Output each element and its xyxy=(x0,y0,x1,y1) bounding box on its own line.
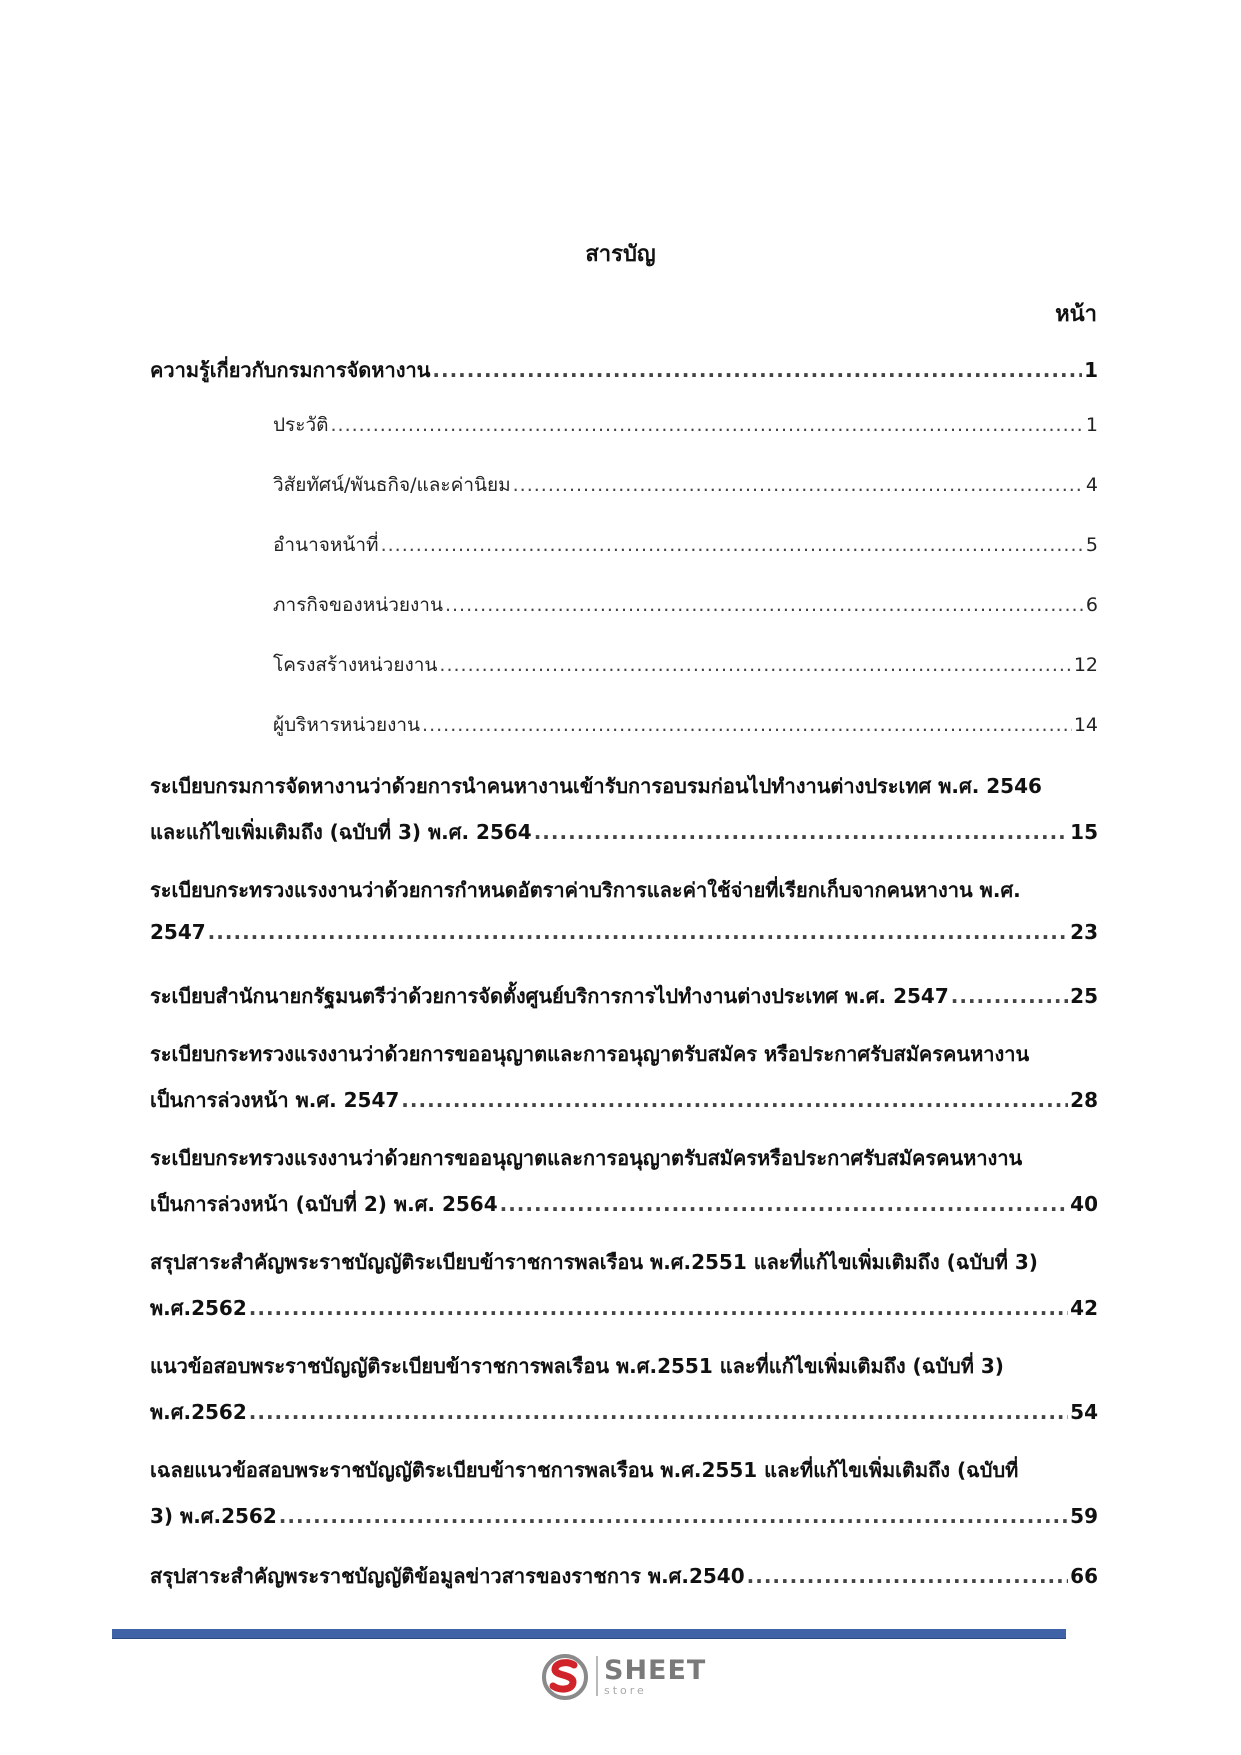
footer-bar xyxy=(112,1629,1066,1639)
logo-subtitle: store xyxy=(604,1683,647,1697)
toc-entry-line1[interactable]: แนวข้อสอบพระราชบัญญัติระเบียบข้าราชการพลเรือน พ.ศ.2551 และที่แก้ไขเพิ่มเติมถึง (ฉบับที่ 3) xyxy=(150,1354,1004,1378)
toc-subentry-page: 1 xyxy=(1085,414,1098,436)
page-column-heading: หน้า xyxy=(1055,302,1097,327)
toc-entry-line2[interactable] xyxy=(150,1396,1098,1428)
dot-leader xyxy=(500,1192,1069,1216)
toc-subentry-label: ภารกิจของหน่วยงาน xyxy=(273,594,443,616)
toc-entry[interactable] xyxy=(150,980,1098,1012)
toc-entry-page: 59 xyxy=(1070,1504,1098,1528)
dot-leader xyxy=(951,984,1068,1008)
toc-subentry-page: 6 xyxy=(1085,594,1098,616)
toc-subentry-page: 4 xyxy=(1085,474,1098,496)
logo-text xyxy=(604,1654,707,1697)
toc-entry-label: พ.ศ.2562 xyxy=(150,1296,247,1320)
toc-entry-label: สรุปสาระสำคัญพระราชบัญญัติข้อมูลข่าวสารของราชการ พ.ศ.2540 xyxy=(150,1564,745,1588)
toc-title: สารบัญ xyxy=(585,242,656,267)
toc-entry-label: เป็นการล่วงหน้า (ฉบับที่ 2) พ.ศ. 2564 xyxy=(150,1192,498,1216)
toc-entry-line1[interactable]: เฉลยแนวข้อสอบพระราชบัญญัติระเบียบข้าราชการพลเรือน พ.ศ.2551 และที่แก้ไขเพิ่มเติมถึง (ฉบับที่ xyxy=(150,1458,1019,1482)
toc-entry-line1[interactable]: ระเบียบกระทรวงแรงงานว่าด้วยการขออนุญาตและการอนุญาตรับสมัคร หรือประกาศรับสมัครคนหางาน xyxy=(150,1042,1030,1066)
dot-leader xyxy=(330,414,1083,436)
toc-entry-page: 25 xyxy=(1070,984,1098,1008)
dot-leader xyxy=(439,654,1071,676)
dot-leader xyxy=(445,594,1084,616)
toc-entry-knowledge[interactable] xyxy=(150,354,1098,386)
toc-entry-label: 3) พ.ศ.2562 xyxy=(150,1504,277,1528)
toc-entry-label: 2547 xyxy=(150,920,206,944)
toc-entry-line2[interactable] xyxy=(150,1084,1098,1116)
toc-subentry[interactable] xyxy=(273,590,1098,620)
dot-leader xyxy=(381,534,1084,556)
dot-leader xyxy=(208,920,1068,944)
logo-s-icon xyxy=(540,1652,590,1700)
toc-entry-line2[interactable] xyxy=(150,1292,1098,1324)
toc-entry-line2[interactable] xyxy=(150,1188,1098,1220)
toc-entry-line2[interactable] xyxy=(150,816,1098,848)
toc-subentry-page: 14 xyxy=(1073,714,1098,736)
dot-leader xyxy=(279,1504,1068,1528)
dot-leader xyxy=(422,714,1072,736)
toc-entry-label: เป็นการล่วงหน้า พ.ศ. 2547 xyxy=(150,1088,400,1112)
toc-subentry[interactable] xyxy=(273,470,1098,500)
toc-subentry[interactable] xyxy=(273,710,1098,740)
dot-leader xyxy=(513,474,1084,496)
dot-leader xyxy=(401,1088,1068,1112)
toc-subentry-label: ผู้บริหารหน่วยงาน xyxy=(273,714,421,736)
toc-subentry[interactable] xyxy=(273,530,1098,560)
toc-entry-page: 40 xyxy=(1070,1192,1098,1216)
toc-subentry[interactable] xyxy=(273,410,1098,440)
toc-subentry-page: 5 xyxy=(1085,534,1098,556)
toc-entry-page: 28 xyxy=(1070,1088,1098,1112)
toc-entry-label: ระเบียบสำนักนายกรัฐมนตรีว่าด้วยการจัดตั้งศูนย์บริการการไปทำงานต่างประเทศ พ.ศ. 2547 xyxy=(150,984,949,1008)
toc-subentry-label: อำนาจหน้าที่ xyxy=(273,534,379,556)
toc-entry-page: 54 xyxy=(1070,1400,1098,1424)
toc-entry-line1[interactable]: ระเบียบกระทรวงแรงงานว่าด้วยการกำหนดอัตราค่าบริการและค่าใช้จ่ายที่เรียกเก็บจากคนหางาน พ.ศ. xyxy=(150,878,1021,902)
toc-subentry-label: วิสัยทัศน์/พันธกิจ/และค่านิยม xyxy=(273,474,511,496)
toc-entry-label: พ.ศ.2562 xyxy=(150,1400,247,1424)
toc-entry-page: 15 xyxy=(1070,820,1098,844)
toc-subentry-page: 12 xyxy=(1073,654,1098,676)
dot-leader xyxy=(534,820,1068,844)
toc-entry-line1[interactable]: ระเบียบกรมการจัดหางานว่าด้วยการนำคนหางานเข้ารับการอบรมก่อนไปทำงานต่างประเทศ พ.ศ. 2546 xyxy=(150,774,1042,798)
toc-entry-label: และแก้ไขเพิ่มเติมถึง (ฉบับที่ 3) พ.ศ. 2564 xyxy=(150,820,532,844)
sheet-store-logo xyxy=(540,1652,706,1700)
toc-entry[interactable] xyxy=(150,1560,1098,1592)
toc-subentry-label: โครงสร้างหน่วยงาน xyxy=(273,654,438,676)
dot-leader xyxy=(249,1400,1068,1424)
toc-entry-line1[interactable]: ระเบียบกระทรวงแรงงานว่าด้วยการขออนุญาตและการอนุญาตรับสมัครหรือประกาศรับสมัครคนหางาน xyxy=(150,1146,1023,1170)
toc-entry-line1[interactable]: สรุปสาระสำคัญพระราชบัญญัติระเบียบข้าราชการพลเรือน พ.ศ.2551 และที่แก้ไขเพิ่มเติมถึง (ฉบับที่ 3) xyxy=(150,1250,1038,1274)
toc-entry-page: 23 xyxy=(1070,920,1098,944)
toc-entry-label: ความรู้เกี่ยวกับกรมการจัดหางาน xyxy=(150,358,431,382)
toc-subentry[interactable] xyxy=(273,650,1098,680)
toc-entry-page: 42 xyxy=(1070,1296,1098,1320)
toc-entry-line2[interactable] xyxy=(150,1500,1098,1532)
dot-leader xyxy=(747,1564,1069,1588)
logo-divider xyxy=(596,1656,598,1696)
dot-leader xyxy=(432,358,1082,382)
toc-entry-page: 1 xyxy=(1084,358,1098,382)
logo-title: SHEET xyxy=(604,1654,707,1686)
dot-leader xyxy=(249,1296,1068,1320)
toc-entry-page: 66 xyxy=(1070,1564,1098,1588)
toc-subentry-label: ประวัติ xyxy=(273,414,329,436)
toc-entry-line2[interactable] xyxy=(150,920,1098,944)
